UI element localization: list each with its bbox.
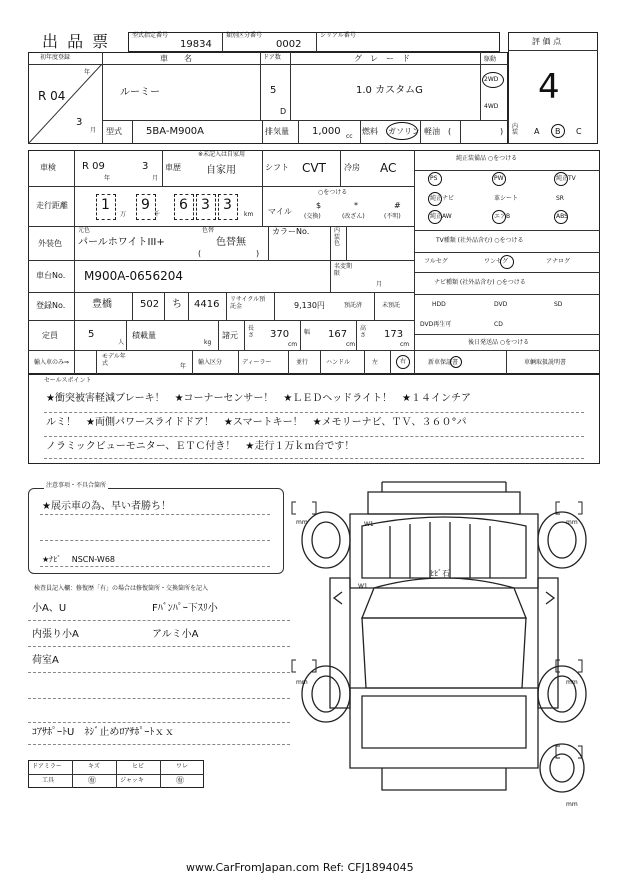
color-label: 外装色 — [38, 239, 62, 248]
shift-label: シフト — [265, 163, 289, 172]
drive-4wd: 4WD — [484, 103, 499, 110]
parts-tool-label: 工具 — [42, 777, 55, 784]
class-no: 0002 — [276, 39, 302, 50]
warranty-circle — [450, 356, 462, 368]
disp-unit: cc — [346, 133, 353, 140]
cap-label: 定員 — [42, 331, 58, 340]
inspector-entry: 小A、U — [32, 603, 67, 614]
grade-label: グ レ ー ド — [354, 54, 410, 63]
mm-4: mm — [566, 679, 578, 686]
displacement: 1,000 — [312, 126, 341, 137]
history-label: 車歴 — [165, 163, 181, 172]
model-year-label: モデル年式 — [102, 353, 126, 367]
equip-item: 革シート — [494, 195, 519, 202]
model: 5BA-M900A — [146, 126, 205, 137]
navi-item: DVD — [494, 301, 508, 308]
model-year-unit: 年 — [180, 363, 187, 370]
equip-item: ABS — [556, 213, 568, 220]
recolor-paren-r: ) — [256, 249, 260, 258]
eval-label: 評 価 点 — [532, 37, 562, 46]
serial-label: シリアル番号 — [320, 32, 356, 39]
damage-mark-2: W1 — [358, 583, 368, 590]
history-note: ※未記入は自家用 — [198, 151, 246, 158]
parts-jack-label: ジャッキ — [120, 777, 144, 784]
equip-circle — [428, 192, 442, 206]
interior-color-label: 内装色 — [334, 227, 341, 248]
exchange-bot: (交換) — [304, 213, 321, 220]
navi-item: DVD再生可 — [420, 321, 452, 328]
height: 173 — [384, 329, 404, 340]
recolor: 色替無 — [216, 237, 246, 248]
parallel-label: 並行 — [296, 359, 309, 366]
damage-mark-1: W1 — [364, 521, 374, 528]
fuel-light: 軽油 — [424, 127, 440, 136]
equip-circle — [554, 210, 568, 224]
mile-label: マイル — [268, 207, 292, 216]
shift: CVT — [302, 161, 326, 175]
recycle-deposit: 預託済 — [344, 302, 363, 309]
width: 167 — [328, 329, 348, 340]
sen-unit: 千 — [154, 211, 161, 218]
mileage-digit: 6 — [179, 197, 188, 213]
later-title: 後日発送品 ○をつける — [468, 339, 530, 346]
car-name-label: 車 名 — [160, 54, 192, 63]
sales-line-1: ★衝突被害軽減ブレーキ！ ★コーナーセンサー！ ★ＬＥＤヘッドライト！ ★１４インチア — [46, 393, 471, 404]
inspector-entry: 荷室A — [32, 655, 59, 666]
first-reg-year-unit: 年 — [84, 69, 91, 76]
equip-circle — [554, 172, 568, 186]
fuel-paren-l: ( — [448, 127, 452, 136]
first-reg-month: 3 — [76, 117, 83, 128]
type-no: 19834 — [180, 39, 212, 50]
new-warranty-label: 新車保証書 — [428, 359, 459, 366]
parts-tool-value: ㊒ — [88, 776, 96, 785]
inspect-year: R 09 — [82, 161, 105, 172]
man-unit: 万 — [120, 211, 127, 218]
type-no-label: 型式指定番号 — [132, 32, 169, 39]
wid-label: 幅 — [304, 329, 311, 336]
capacity: 5 — [88, 329, 95, 340]
equip-item: 純正ナビ — [430, 195, 455, 202]
sales-line-2: ルミ！ ★両側パワースライドドア！ ★スマートキー！ ★メモリーナビ、ＴＶ、３６０°パ — [46, 417, 467, 428]
equip-item: PS — [430, 175, 438, 182]
load-label: 積載量 — [132, 331, 156, 340]
exchange-top: $ — [316, 201, 322, 210]
tv-item: フルセグ — [424, 258, 448, 265]
mile-mark-note: ○をつける — [318, 189, 348, 196]
name-change-month-unit: 月 — [376, 281, 383, 288]
inspector-rule — [28, 722, 290, 723]
len-label: 長さ — [248, 325, 255, 339]
handle-label: ハンドル — [326, 359, 351, 366]
mm-1: mm — [296, 519, 308, 526]
chassis-label: 車台No. — [36, 271, 66, 280]
car-name: ルーミー — [120, 87, 160, 98]
drive-label: 駆動 — [484, 56, 497, 63]
navi-item: CD — [494, 321, 503, 328]
import-cat-label: 輸入区分 — [198, 359, 223, 366]
inspector-rule — [28, 698, 290, 699]
inspector-rule — [28, 646, 290, 647]
fuel-paren-r: ) — [500, 127, 504, 136]
reg-area: 豊橋 — [92, 299, 112, 310]
right-label: 右 — [400, 358, 407, 365]
notes-label: 注意事項・不具合箇所 — [46, 482, 107, 489]
km-unit: km — [244, 211, 254, 218]
door-label: ドア数 — [263, 54, 281, 61]
len-unit: cm — [288, 341, 298, 348]
recolor-paren-l: ( — [198, 249, 202, 258]
reg-number: 4416 — [194, 299, 220, 310]
name-change-label: 名変期限 — [334, 263, 353, 277]
equip-circle — [492, 210, 506, 224]
first-reg-year: R 04 — [38, 89, 66, 103]
mm-3: mm — [296, 679, 308, 686]
damage-mark-3: ﾋﾋﾞ石 — [430, 569, 450, 578]
mm-5: mm — [566, 801, 578, 808]
mileage-label: 走行距離 — [36, 201, 68, 210]
interior-b: B — [555, 127, 561, 136]
mileage-digit: 1 — [101, 197, 110, 213]
parts-h-scratch: キズ — [88, 763, 100, 770]
inspector-entry: 内張り小A — [32, 629, 79, 640]
note-line-1: ★展示車の為、早い者勝ち！ — [42, 501, 171, 512]
equip-circle — [428, 172, 442, 186]
recolor-label: 色替 — [202, 227, 215, 234]
ac: AC — [380, 161, 397, 175]
sales-point-label: セールスポイント — [44, 377, 92, 384]
cap-unit: 人 — [118, 339, 125, 346]
inspector-entry: ｺｱｻﾎﾟｰﾄU ﾈｼﾞ止めﾛｱｻﾎﾟｰﾄｘｘ — [32, 727, 175, 738]
model-label: 型式 — [106, 127, 122, 136]
door-count: 5 — [270, 85, 277, 96]
fuel-gas: ガソリン — [388, 127, 420, 136]
inspect-label: 車検 — [40, 163, 56, 172]
tamper-bot: (改ざん) — [342, 213, 365, 220]
tv-item: アナログ — [546, 258, 571, 265]
dims-label: 諸元 — [222, 331, 238, 340]
inspector-entry: Fﾊﾞﾝﾊﾟｰ下ｽﾘ小 — [152, 603, 218, 614]
inspect-year-unit: 年 — [104, 175, 111, 182]
dealer-label: ディーラー — [242, 359, 272, 366]
navi-item: SD — [554, 301, 563, 308]
hgt-label: 高さ — [360, 325, 367, 339]
recycle-amount: 9,130円 — [294, 301, 325, 310]
reg-class: 502 — [140, 299, 160, 310]
inspector-rule — [28, 744, 290, 745]
manual-label: 車輌取扱説明書 — [524, 359, 567, 366]
history: 自家用 — [206, 165, 236, 176]
chassis-no: M900A-0656204 — [84, 269, 183, 283]
sales-line-3: ノラミックビューモニター、ＥＴＣ付き！ ★走行１万ｋｍ台です！ — [46, 441, 355, 452]
fuel-label: 燃料 — [362, 127, 378, 136]
mileage-digit: 9 — [141, 197, 150, 213]
hgt-unit: cm — [400, 341, 410, 348]
wid-unit: cm — [346, 341, 356, 348]
unknown-bot: (不明) — [384, 213, 401, 220]
unknown-top: # — [394, 201, 401, 210]
equip-circle — [492, 172, 506, 186]
footer-ref: www.CarFromJapan.com Ref: CFJ1894045 — [186, 861, 414, 874]
inspector-rule — [28, 672, 290, 673]
form-title: 出 品 票 — [42, 32, 111, 51]
inspect-month: 3 — [142, 161, 149, 172]
equip-item: PW — [494, 175, 504, 182]
length: 370 — [270, 329, 290, 340]
grade: 1.0 カスタムG — [356, 85, 423, 96]
parts-h-break: ワレ — [176, 763, 189, 770]
inspector-rule — [28, 620, 290, 621]
equip-item: SR — [556, 195, 564, 202]
inspector-label: 検査員記入欄：修復歴「有」の場合は修復箇所・交換箇所を記入 — [34, 585, 209, 592]
equip-title: 純正装備品 ○をつける — [456, 155, 518, 162]
drive-2wd: 2WD — [484, 76, 499, 83]
tv-circle — [500, 255, 514, 269]
equip-item: エアB — [494, 213, 511, 220]
tv-title: TV種類 (社外品含む) ○をつける — [436, 237, 524, 244]
colorno-label: カラーNo. — [272, 227, 310, 236]
recycle-label: リサイクル預託金 — [230, 296, 266, 311]
interior-c: C — [576, 127, 582, 136]
ac-label: 冷房 — [344, 163, 360, 172]
interior-label: 内装 — [512, 123, 519, 136]
note-line-3: ★ﾅﾋﾞ NSCN-W68 — [42, 555, 115, 564]
equip-item: 純正AW — [430, 213, 452, 220]
class-no-label: 類別区分番号 — [226, 32, 263, 39]
import-label: 輸入車のみ⇒ — [34, 359, 70, 366]
disp-label: 排気量 — [265, 127, 289, 136]
parts-jack-value: ㊒ — [176, 776, 184, 785]
parts-h-mirror: ドアミラー — [32, 763, 62, 770]
reg-label: 登録No. — [36, 301, 66, 310]
eval-score: 4 — [538, 67, 560, 107]
load-unit: kg — [204, 339, 212, 346]
first-reg-month-unit: 月 — [90, 127, 97, 134]
car-damage-diagram — [290, 478, 600, 808]
door-type: D — [280, 107, 287, 116]
equip-circle — [428, 210, 442, 224]
mileage-digit: 3 — [201, 197, 210, 213]
first-reg-label: 初年度登録 — [40, 54, 71, 61]
parts-h-crack: ヒビ — [132, 763, 145, 770]
navi-title: ナビ種類 (社外品含む) ○をつける — [434, 279, 526, 286]
tv-item: ワンセグ — [484, 258, 509, 265]
inspector-entry: アルミ小A — [152, 629, 199, 640]
mileage-digit: 3 — [223, 197, 232, 213]
navi-item: HDD — [432, 301, 446, 308]
recycle-no: 未預託 — [382, 302, 401, 309]
reg-kana: ち — [172, 299, 182, 310]
left-label: 左 — [372, 359, 379, 366]
equip-item: 純正TV — [556, 175, 576, 182]
orig-color: パールホワイトIII+ — [78, 237, 165, 248]
interior-a: A — [534, 127, 540, 136]
mm-2: mm — [566, 519, 578, 526]
inspect-month-unit: 月 — [152, 175, 159, 182]
tamper-top: * — [354, 201, 358, 210]
orig-color-label: 元色 — [78, 227, 91, 234]
